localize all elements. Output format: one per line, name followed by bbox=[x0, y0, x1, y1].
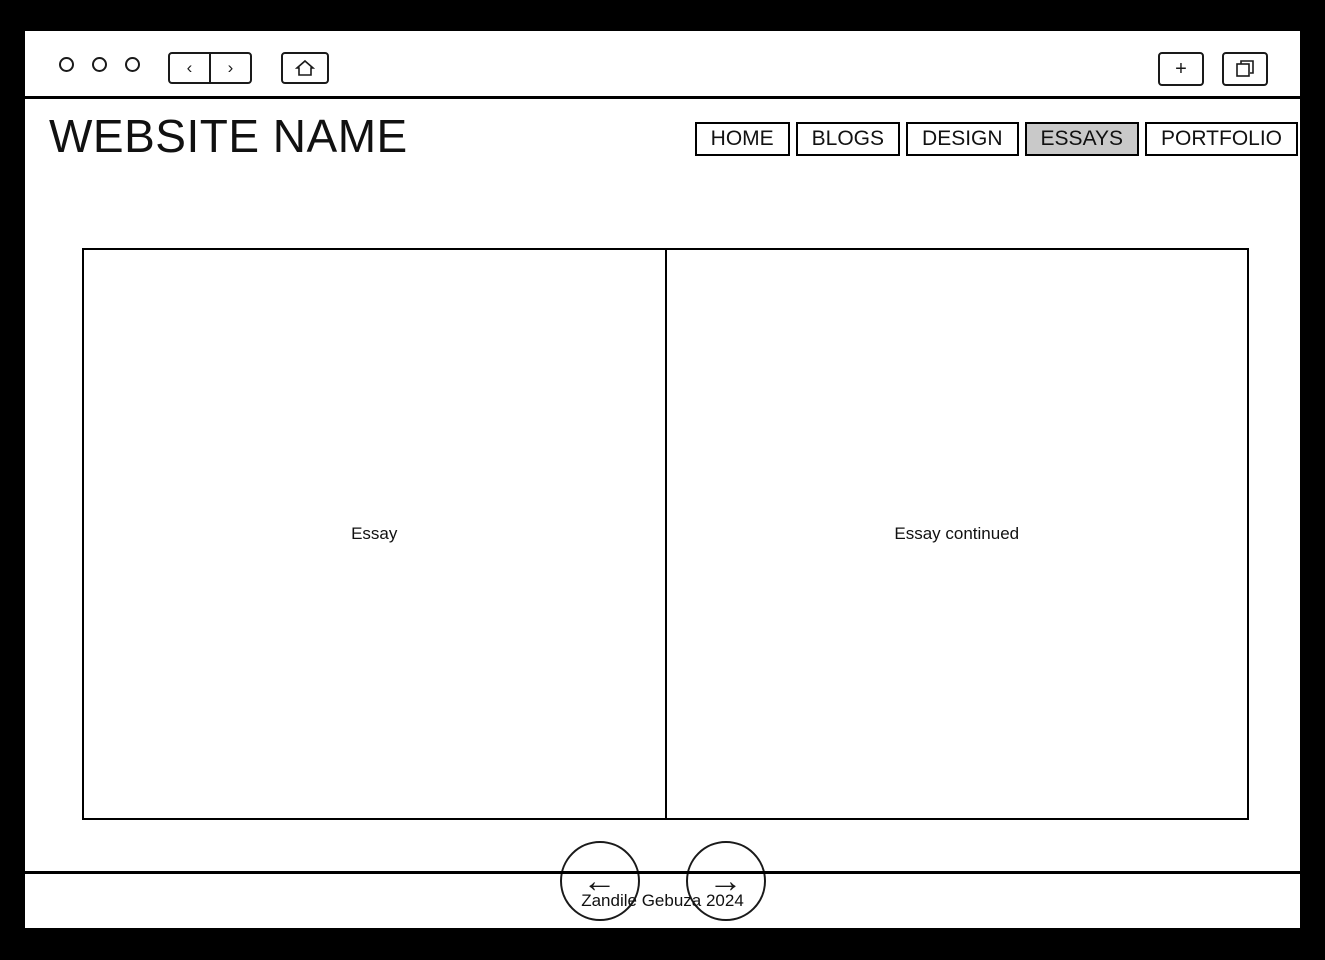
essay-page-left bbox=[82, 248, 666, 820]
window-controls bbox=[59, 57, 140, 72]
site-footer bbox=[25, 871, 1300, 928]
essay-spread bbox=[82, 248, 1249, 820]
window-minimize-dot[interactable] bbox=[92, 57, 107, 72]
browser-chrome-bar bbox=[25, 31, 1300, 99]
nav-item-design[interactable]: DESIGN bbox=[906, 122, 1019, 156]
window-close-dot[interactable] bbox=[59, 57, 74, 72]
nav-item-portfolio[interactable]: PORTFOLIO bbox=[1145, 122, 1298, 156]
arrow-left-icon: ← bbox=[582, 861, 617, 900]
window-maximize-dot[interactable] bbox=[125, 57, 140, 72]
plus-icon: + bbox=[1175, 57, 1187, 80]
chevron-right-icon: › bbox=[227, 58, 234, 77]
chevron-left-icon: ‹ bbox=[186, 58, 193, 77]
nav-item-home[interactable]: HOME bbox=[695, 122, 790, 156]
back-button[interactable] bbox=[168, 52, 210, 84]
page-title: WEBSITE NAME bbox=[49, 110, 408, 162]
essay-page-right bbox=[666, 248, 1250, 820]
chrome-right-actions bbox=[1158, 52, 1268, 86]
arrow-right-icon: → bbox=[708, 861, 743, 900]
nav-item-blogs[interactable]: BLOGS bbox=[796, 122, 900, 156]
duplicate-window-button[interactable] bbox=[1222, 52, 1268, 86]
duplicate-window-icon bbox=[1234, 58, 1256, 80]
new-tab-button[interactable] bbox=[1158, 52, 1204, 86]
site-header bbox=[25, 99, 1300, 181]
browser-window bbox=[22, 28, 1303, 931]
home-button[interactable] bbox=[281, 52, 329, 84]
nav-item-essays[interactable]: ESSAYS bbox=[1025, 122, 1139, 156]
browser-nav-group bbox=[168, 52, 252, 84]
main-nav bbox=[689, 122, 1298, 156]
footer-credit: Zandile Gebuza 2024 bbox=[581, 891, 744, 910]
home-icon bbox=[295, 59, 315, 77]
essay-page-right-label: Essay continued bbox=[894, 524, 1020, 543]
forward-button[interactable] bbox=[210, 52, 252, 84]
essay-page-left-label: Essay bbox=[351, 524, 398, 543]
content-area bbox=[25, 181, 1300, 900]
